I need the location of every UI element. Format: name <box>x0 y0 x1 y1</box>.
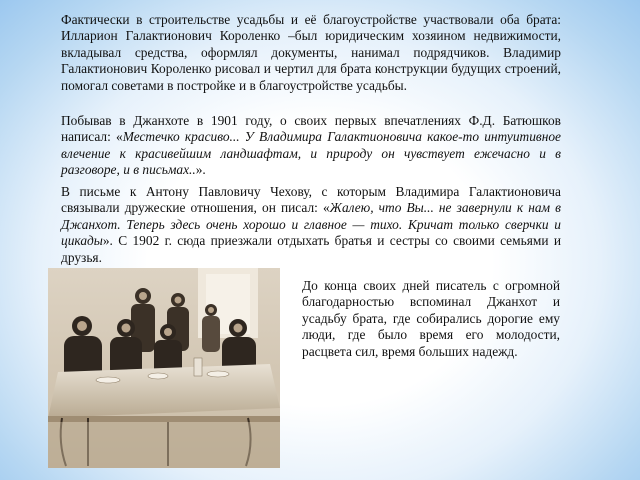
paragraph-construction <box>61 12 561 94</box>
paragraph-text: В письме к Антону Павловичу Чехову, с которым Владимира Галактионовича связывали дружеские отношения, он писал: « <box>61 184 561 216</box>
quote-chekhov: Жалею, что Вы... не завернули к нам в Джанхот. Теперь здесь очень хорошо и главное — тихо. Кричат только сверчки и цикады <box>61 200 561 249</box>
paragraph-text: До конца своих дней писатель с огромной благодарностью вспоминал Джанхот и усадьбу брата, где собирались дорогие ему люди, где было время его молодости, расцвета сил, время больших надежд. <box>302 278 560 359</box>
paragraph-chekhov <box>61 184 561 266</box>
paragraph-batyushkov <box>61 113 561 179</box>
paragraph-memories <box>302 278 560 360</box>
paragraph-text-end: ». С 1902 г. сюда приезжали отдыхать братья и сестры со своими семьями и друзья. <box>61 233 561 265</box>
quote-batyushkov: Местечко красиво... У Владимира Галактионовича какое-то интуитивное влечение к красивейшим ландшафтам, и природу он чувствует ежечасно и в разговоре, и в письмах.. <box>61 129 561 178</box>
paragraph-text: Побывав в Джанхоте в 1901 году, о своих первых впечатлениях Ф.Д. Батюшков написал: « <box>61 113 561 145</box>
paragraph-text: Фактически в строительстве усадьбы и её благоустройстве участвовали оба брата: Илларион Галактионович Короленко –был юридическим хозяином недвижимости, вкладывал средства, оформлял документы, нанимал подрядчиков. Владимир Галактионович Короленко рисовал и чертил для брата конструкции будущих строений, помогал советами в постройке и в благоустройстве усадьбы. <box>61 12 561 93</box>
photo-illustration <box>48 268 280 468</box>
historical-group-photo <box>48 268 280 468</box>
paragraph-text-end: ». <box>195 162 206 178</box>
